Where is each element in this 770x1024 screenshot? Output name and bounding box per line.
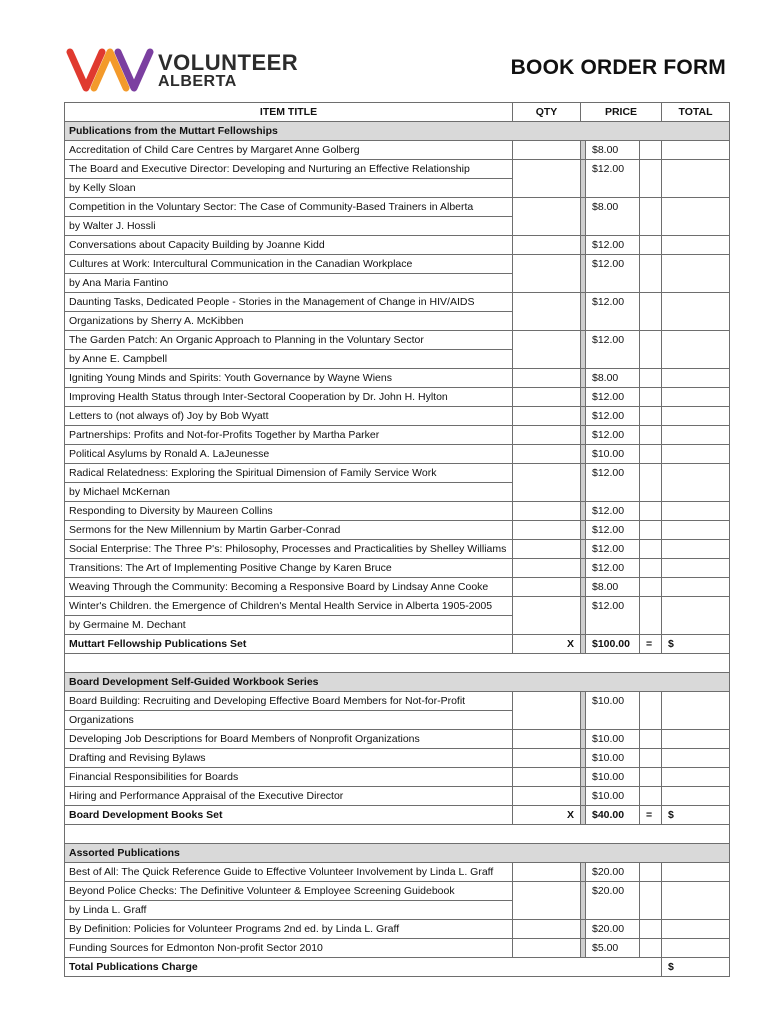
section-title: Publications from the Muttart Fellowships <box>65 122 730 141</box>
item-title: Hiring and Performance Appraisal of the Executive Director <box>65 787 513 806</box>
item-price: $12.00 <box>586 331 640 369</box>
eq-cell <box>640 236 662 255</box>
eq-cell <box>640 160 662 198</box>
eq-cell <box>640 540 662 559</box>
item-title: Accreditation of Child Care Centres by Margaret Anne Golberg <box>65 141 513 160</box>
qty-input[interactable] <box>513 369 581 388</box>
item-price: $10.00 <box>586 692 640 730</box>
total-input[interactable] <box>662 882 730 920</box>
item-price: $12.00 <box>586 426 640 445</box>
item-title: Improving Health Status through Inter-Sectoral Cooperation by Dr. John H. Hylton <box>65 388 513 407</box>
item-row <box>65 920 730 939</box>
qty-input[interactable] <box>513 464 581 502</box>
item-price: $12.00 <box>586 559 640 578</box>
item-title: Organizations by Sherry A. McKibben <box>65 312 513 331</box>
item-price: $10.00 <box>586 768 640 787</box>
logo-word-volunteer: VOLUNTEER <box>158 50 299 75</box>
item-title: Partnerships: Profits and Not-for-Profits Together by Martha Parker <box>65 426 513 445</box>
item-title: Financial Responsibilities for Boards <box>65 768 513 787</box>
item-row <box>65 388 730 407</box>
item-price: $10.00 <box>586 730 640 749</box>
total-input[interactable] <box>662 255 730 293</box>
item-row <box>65 559 730 578</box>
eq-cell <box>640 255 662 293</box>
set-label: Muttart Fellowship Publications Set <box>65 635 513 654</box>
item-title: Funding Sources for Edmonton Non-profit Sector 2010 <box>65 939 513 958</box>
header-item-title: ITEM TITLE <box>65 103 513 122</box>
qty-input[interactable] <box>513 407 581 426</box>
qty-input[interactable] <box>513 920 581 939</box>
va-logo-icon <box>66 44 154 96</box>
item-row <box>65 521 730 540</box>
item-title: by Anne E. Campbell <box>65 350 513 369</box>
item-title: Board Building: Recruiting and Developing Effective Board Members for Not-for-Profit <box>65 692 513 711</box>
set-price: $100.00 <box>586 635 640 654</box>
eq-cell <box>640 920 662 939</box>
eq-cell <box>640 464 662 502</box>
item-row <box>65 939 730 958</box>
item-price: $8.00 <box>586 198 640 236</box>
total-input[interactable] <box>662 426 730 445</box>
total-input[interactable] <box>662 369 730 388</box>
total-input[interactable] <box>662 160 730 198</box>
set-row <box>65 635 730 654</box>
item-title: Organizations <box>65 711 513 730</box>
total-input[interactable] <box>662 540 730 559</box>
item-row <box>65 578 730 597</box>
item-row <box>65 749 730 768</box>
grand-total-input[interactable]: $ <box>662 958 730 977</box>
set-label: Board Development Books Set <box>65 806 513 825</box>
total-input[interactable] <box>662 464 730 502</box>
item-title: Weaving Through the Community: Becoming a Responsive Board by Lindsay Anne Cooke <box>65 578 513 597</box>
eq-cell <box>640 787 662 806</box>
spacer-cell <box>65 825 730 844</box>
set-price: $40.00 <box>586 806 640 825</box>
total-input[interactable] <box>662 236 730 255</box>
eq-cell <box>640 407 662 426</box>
item-price: $8.00 <box>586 369 640 388</box>
item-price: $20.00 <box>586 863 640 882</box>
volunteer-alberta-logo <box>66 44 299 96</box>
header-qty: QTY <box>513 103 581 122</box>
item-title: by Linda L. Graff <box>65 901 513 920</box>
item-price: $12.00 <box>586 540 640 559</box>
item-title: Conversations about Capacity Building by Joanne Kidd <box>65 236 513 255</box>
item-title: Political Asylums by Ronald A. LaJeunesse <box>65 445 513 464</box>
total-input[interactable] <box>662 198 730 236</box>
section-header <box>65 673 730 692</box>
eq-cell <box>640 369 662 388</box>
item-title: Competition in the Voluntary Sector: The Case of Community-Based Trainers in Alberta <box>65 198 513 217</box>
item-title: Cultures at Work: Intercultural Communication in the Canadian Workplace <box>65 255 513 274</box>
header-row <box>65 103 730 122</box>
eq-cell <box>640 882 662 920</box>
total-input[interactable] <box>662 578 730 597</box>
item-price: $12.00 <box>586 293 640 331</box>
section-spacer <box>65 825 730 844</box>
section-title: Assorted Publications <box>65 844 730 863</box>
qty-input[interactable] <box>513 787 581 806</box>
item-price: $10.00 <box>586 445 640 464</box>
item-price: $10.00 <box>586 749 640 768</box>
qty-input[interactable] <box>513 863 581 882</box>
item-title: Responding to Diversity by Maureen Collins <box>65 502 513 521</box>
item-row <box>65 863 730 882</box>
set-total-input[interactable]: $ <box>662 806 730 825</box>
eq-cell <box>640 730 662 749</box>
eq-cell <box>640 863 662 882</box>
total-input[interactable] <box>662 920 730 939</box>
item-title: Letters to (not always of) Joy by Bob Wyatt <box>65 407 513 426</box>
item-title: Sermons for the New Millennium by Martin Garber-Conrad <box>65 521 513 540</box>
eq-cell <box>640 426 662 445</box>
eq-cell <box>640 578 662 597</box>
item-price: $12.00 <box>586 521 640 540</box>
item-title: By Definition: Policies for Volunteer Programs 2nd ed. by Linda L. Graff <box>65 920 513 939</box>
eq-cell <box>640 331 662 369</box>
order-table <box>64 102 730 977</box>
grand-total-label: Total Publications Charge <box>65 958 662 977</box>
item-row <box>65 882 730 901</box>
set-row <box>65 806 730 825</box>
item-row <box>65 293 730 312</box>
qty-input[interactable] <box>513 768 581 787</box>
item-row <box>65 331 730 350</box>
item-title: by Kelly Sloan <box>65 179 513 198</box>
item-price: $8.00 <box>586 578 640 597</box>
qty-input[interactable] <box>513 445 581 464</box>
qty-input[interactable] <box>513 692 581 730</box>
item-title: Drafting and Revising Bylaws <box>65 749 513 768</box>
item-price: $12.00 <box>586 407 640 426</box>
item-price: $10.00 <box>586 787 640 806</box>
item-row <box>65 445 730 464</box>
set-equals: = <box>640 635 662 654</box>
item-row <box>65 198 730 217</box>
eq-cell <box>640 388 662 407</box>
item-row <box>65 255 730 274</box>
qty-input[interactable] <box>513 521 581 540</box>
qty-input[interactable] <box>513 540 581 559</box>
section-spacer <box>65 654 730 673</box>
item-title: by Michael McKernan <box>65 483 513 502</box>
qty-input[interactable] <box>513 426 581 445</box>
item-title: Social Enterprise: The Three P's: Philosophy, Processes and Practicalities by Shelley Williams <box>65 540 513 559</box>
item-row <box>65 464 730 483</box>
total-input[interactable] <box>662 597 730 635</box>
item-row <box>65 692 730 711</box>
grand-total-row <box>65 958 730 977</box>
set-multiplier: X <box>513 806 581 825</box>
item-row <box>65 787 730 806</box>
total-input[interactable] <box>662 407 730 426</box>
order-body <box>65 122 730 977</box>
item-title: Transitions: The Art of Implementing Positive Change by Karen Bruce <box>65 559 513 578</box>
item-row <box>65 160 730 179</box>
qty-input[interactable] <box>513 730 581 749</box>
item-title: by Walter J. Hossli <box>65 217 513 236</box>
form-title: BOOK ORDER FORM <box>510 56 726 79</box>
eq-cell <box>640 749 662 768</box>
qty-input[interactable] <box>513 939 581 958</box>
total-input[interactable] <box>662 768 730 787</box>
total-input[interactable] <box>662 521 730 540</box>
item-price: $12.00 <box>586 464 640 502</box>
item-title: by Ana Maria Fantino <box>65 274 513 293</box>
item-title: Daunting Tasks, Dedicated People - Stories in the Management of Change in HIV/AIDS <box>65 293 513 312</box>
header-total: TOTAL <box>662 103 730 122</box>
qty-input[interactable] <box>513 559 581 578</box>
total-input[interactable] <box>662 730 730 749</box>
item-row <box>65 502 730 521</box>
qty-input[interactable] <box>513 388 581 407</box>
item-price: $12.00 <box>586 388 640 407</box>
qty-input[interactable] <box>513 236 581 255</box>
item-row <box>65 730 730 749</box>
item-price: $20.00 <box>586 920 640 939</box>
total-input[interactable] <box>662 939 730 958</box>
eq-cell <box>640 293 662 331</box>
total-input[interactable] <box>662 388 730 407</box>
item-row <box>65 768 730 787</box>
set-total-input[interactable]: $ <box>662 635 730 654</box>
item-price: $20.00 <box>586 882 640 920</box>
qty-input[interactable] <box>513 749 581 768</box>
item-row <box>65 540 730 559</box>
total-input[interactable] <box>662 293 730 331</box>
eq-cell <box>640 502 662 521</box>
item-row <box>65 141 730 160</box>
item-title: The Board and Executive Director: Developing and Nurturing an Effective Relationship <box>65 160 513 179</box>
section-header <box>65 844 730 863</box>
item-price: $12.00 <box>586 160 640 198</box>
item-title: The Garden Patch: An Organic Approach to Planning in the Voluntary Sector <box>65 331 513 350</box>
item-title: Beyond Police Checks: The Definitive Volunteer & Employee Screening Guidebook <box>65 882 513 901</box>
total-input[interactable] <box>662 141 730 160</box>
eq-cell <box>640 939 662 958</box>
item-price: $8.00 <box>586 141 640 160</box>
total-input[interactable] <box>662 502 730 521</box>
eq-cell <box>640 597 662 635</box>
qty-input[interactable] <box>513 293 581 331</box>
eq-cell <box>640 141 662 160</box>
eq-cell <box>640 445 662 464</box>
section-title: Board Development Self-Guided Workbook Series <box>65 673 730 692</box>
qty-input[interactable] <box>513 160 581 198</box>
item-title: Developing Job Descriptions for Board Members of Nonprofit Organizations <box>65 730 513 749</box>
item-price: $12.00 <box>586 236 640 255</box>
item-title: Best of All: The Quick Reference Guide to Effective Volunteer Involvement by Linda L. Graff <box>65 863 513 882</box>
total-input[interactable] <box>662 863 730 882</box>
item-price: $12.00 <box>586 502 640 521</box>
item-title: by Germaine M. Dechant <box>65 616 513 635</box>
total-input[interactable] <box>662 787 730 806</box>
eq-cell <box>640 768 662 787</box>
set-multiplier: X <box>513 635 581 654</box>
item-row <box>65 426 730 445</box>
item-title: Winter's Children. the Emergence of Children's Mental Health Service in Alberta 1905-2005 <box>65 597 513 616</box>
item-row <box>65 597 730 616</box>
section-header <box>65 122 730 141</box>
eq-cell <box>640 692 662 730</box>
item-row <box>65 407 730 426</box>
total-input[interactable] <box>662 559 730 578</box>
item-price: $5.00 <box>586 939 640 958</box>
qty-input[interactable] <box>513 597 581 635</box>
qty-input[interactable] <box>513 198 581 236</box>
eq-cell <box>640 521 662 540</box>
item-title: Igniting Young Minds and Spirits: Youth Governance by Wayne Wiens <box>65 369 513 388</box>
logo-word-alberta: ALBERTA <box>158 73 237 90</box>
eq-cell <box>640 198 662 236</box>
item-row <box>65 236 730 255</box>
spacer-cell <box>65 654 730 673</box>
header-price: PRICE <box>581 103 662 122</box>
set-equals: = <box>640 806 662 825</box>
qty-input[interactable] <box>513 331 581 369</box>
item-price: $12.00 <box>586 255 640 293</box>
total-input[interactable] <box>662 445 730 464</box>
item-title: Radical Relatedness: Exploring the Spiritual Dimension of Family Service Work <box>65 464 513 483</box>
qty-input[interactable] <box>513 141 581 160</box>
total-input[interactable] <box>662 749 730 768</box>
qty-input[interactable] <box>513 882 581 920</box>
qty-input[interactable] <box>513 578 581 597</box>
total-input[interactable] <box>662 331 730 369</box>
item-price: $12.00 <box>586 597 640 635</box>
total-input[interactable] <box>662 692 730 730</box>
qty-input[interactable] <box>513 502 581 521</box>
qty-input[interactable] <box>513 255 581 293</box>
eq-cell <box>640 559 662 578</box>
item-row <box>65 369 730 388</box>
